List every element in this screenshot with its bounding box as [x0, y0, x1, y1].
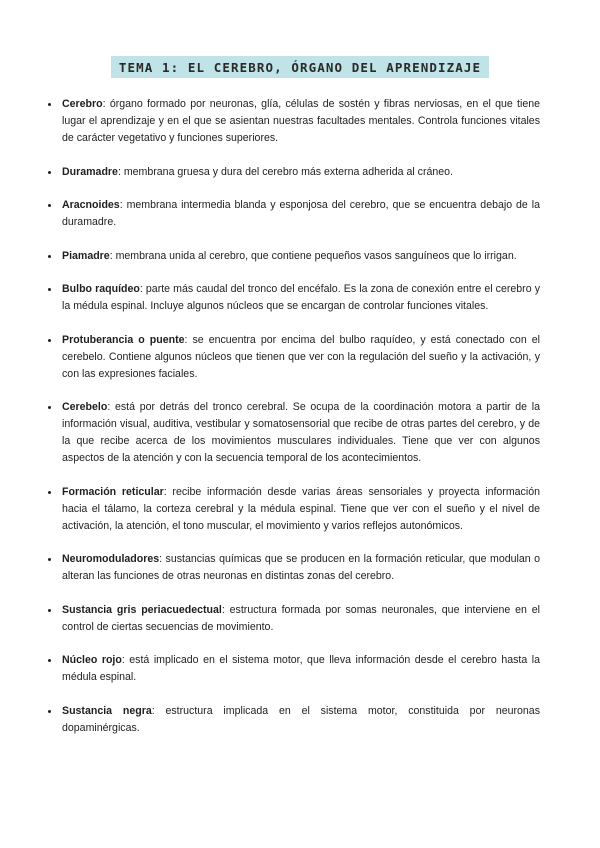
- item-definition: : está por detrás del tronco cerebral. Se ocupa de la coordinación motora a partir de la información visual, auditiva, vestibular y somatosensorial que recibe de otras partes del cerebro, y de la que recibe acerca de los movimientos musculares individuales. Tiene que ver con algunos aspectos de la atención y con la secuencia temporal de los acontecimientos.: [62, 401, 540, 464]
- list-item: [62, 197, 540, 231]
- item-term: Duramadre: [62, 165, 118, 178]
- page-title: TEMA 1: EL CEREBRO, ÓRGANO DEL APRENDIZAJE: [111, 56, 489, 78]
- item-term: Neuromoduladores: [62, 553, 160, 565]
- item-definition: : estructura implicada en el sistema motor, constituida por neuronas dopaminérgicas.: [62, 704, 540, 734]
- bullet-icon: [48, 171, 51, 174]
- item-definition: : parte más caudal del tronco del encéfalo. Es la zona de conexión entre el cerebro y la médula espinal. Incluye algunos núcleos que se encargan de controlar funciones vitales.: [62, 283, 540, 312]
- bullet-icon: [48, 406, 51, 409]
- list-item: [62, 164, 540, 181]
- bullet-icon: [48, 204, 51, 207]
- item-definition: : sustancias químicas que se producen en la formación reticular, que modulan o alteran las funciones de otras neuronas en distintas zonas del cerebro.: [62, 553, 540, 582]
- item-definition: : recibe información desde varias áreas sensoriales y proyecta información hacia el tálamo, la corteza cerebral y la médula espinal. Tiene que ver con el sueño y el nivel de activación, la atención, el tono muscular, el movimiento y varios reflejos autonómicos.: [62, 485, 540, 532]
- bullet-icon: [48, 659, 51, 662]
- item-definition: : está implicado en el sistema motor, que lleva información desde el cerebro hasta la médula espinal.: [62, 654, 540, 683]
- bullet-icon: [48, 491, 51, 494]
- list-item: [62, 484, 540, 535]
- item-term: Sustancia gris periacuedectual: [62, 603, 222, 616]
- item-term: Cerebro: [62, 98, 103, 110]
- bullet-icon: [48, 339, 51, 342]
- item-definition: : órgano formado por neuronas, glía, células de sostén y fibras nerviosas, en el que tiene lugar el aprendizaje y en el que se asientan nuestras facultades mentales. Controla funciones vitales de carácter vegetativo y funciones superiores.: [62, 98, 540, 144]
- item-term: Piamadre: [62, 249, 110, 262]
- item-definition: : membrana intermedia blanda y esponjosa del cerebro, que se encuentra debajo de la duramadre.: [62, 199, 540, 228]
- item-term: Formación reticular: [62, 485, 164, 498]
- item-definition: : estructura formada por somas neuronales, que interviene en el control de ciertas secuencias de movimiento.: [62, 603, 540, 633]
- item-term: Sustancia negra: [62, 704, 152, 717]
- bullet-icon: [48, 103, 51, 106]
- list-item: [62, 96, 540, 147]
- item-definition: : se encuentra por encima del bulbo raquídeo, y está conectado con el cerebelo. Contiene algunos núcleos que tienen que ver con la regulación del sueño y la activación, y con las expresiones faciales.: [62, 333, 540, 380]
- list-item: [62, 281, 540, 315]
- bullet-icon: [48, 558, 51, 561]
- list-item: [62, 652, 540, 686]
- item-term: Protuberancia o puente: [62, 333, 185, 346]
- list-item: [62, 703, 540, 737]
- bullet-icon: [48, 710, 51, 713]
- title-container: [0, 56, 600, 78]
- list-item: [62, 248, 540, 265]
- item-definition: : membrana gruesa y dura del cerebro más externa adherida al cráneo.: [117, 165, 454, 178]
- definition-list: [62, 96, 540, 753]
- item-term: Bulbo raquídeo: [62, 283, 140, 295]
- bullet-icon: [48, 288, 51, 291]
- list-item: [62, 602, 540, 636]
- bullet-icon: [48, 609, 51, 612]
- item-term: Cerebelo: [62, 401, 108, 413]
- item-term: Aracnoides: [62, 199, 120, 211]
- list-item: [62, 551, 540, 585]
- list-item: [62, 332, 540, 383]
- bullet-icon: [48, 255, 51, 258]
- item-definition: : membrana unida al cerebro, que contiene pequeños vasos sanguíneos que lo irrigan.: [109, 249, 517, 262]
- item-term: Núcleo rojo: [62, 654, 122, 666]
- list-item: [62, 399, 540, 467]
